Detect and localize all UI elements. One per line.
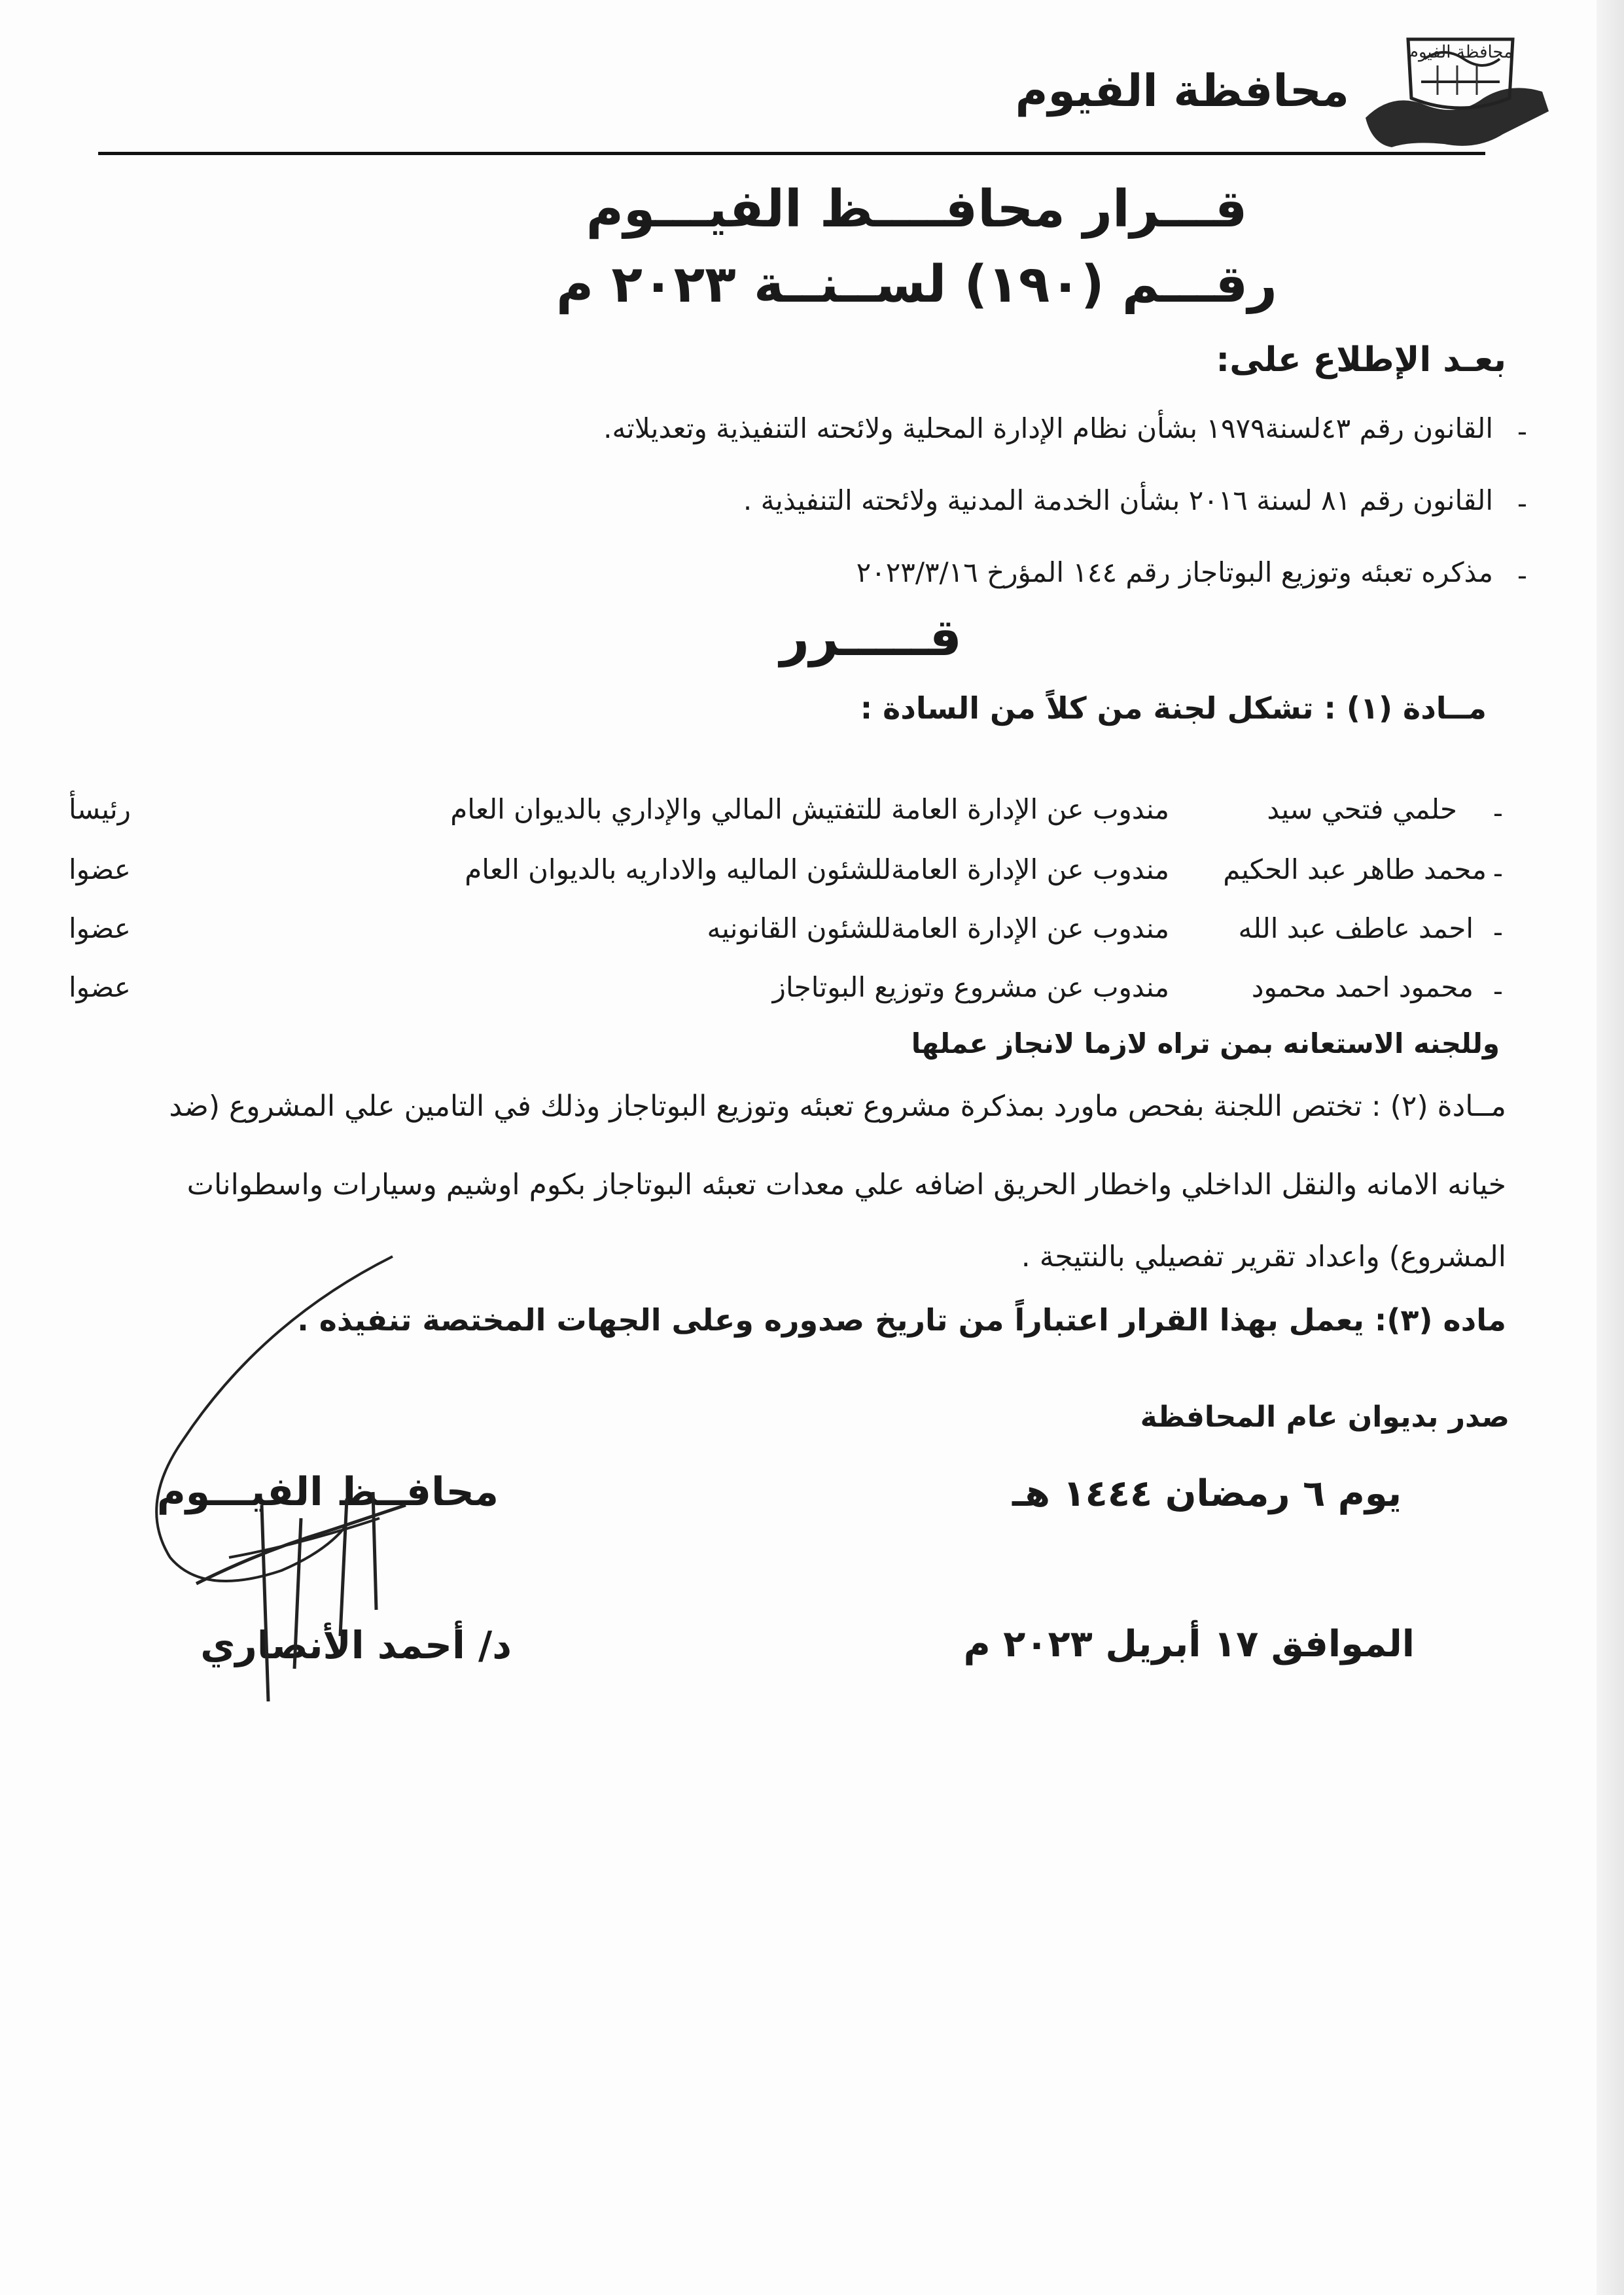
article-2-line: مــادة (٢) : تختص اللجنة بفحص ماورد بمذكرة مشروع تعبئه وتوزيع البوتاجاز وذلك في التامين علي المشروع (ضد	[169, 1090, 1506, 1123]
date-gregorian: الموافق ١٧ أبريل ٢٠٢٣ م	[963, 1623, 1415, 1665]
date-hijri: يوم ٦ رمضان ١٤٤٤ هـ	[1012, 1472, 1402, 1515]
governorate-header-name: محافظة الفيوم	[1015, 65, 1349, 117]
decree-number: رقـــم (١٩٠) لســنــة ٢٠٢٣ م	[556, 255, 1277, 314]
member-name: محمد طاهر عبد الحكيم	[1223, 853, 1487, 885]
member-title: مندوب عن الإدارة العامةللشئون القانونيه	[707, 912, 1169, 944]
list-dash: -	[1517, 488, 1527, 520]
member-role: رئيسأ	[69, 793, 131, 825]
list-dash: -	[1492, 857, 1503, 889]
governorate-logo-icon	[1346, 20, 1562, 157]
scan-edge	[1597, 0, 1624, 2295]
decided-heading: قـــــرر	[780, 609, 962, 667]
article-3: ماده (٣): يعمل بهذا القرار اعتباراً من تاريخ صدوره وعلى الجهات المختصة تنفيذه .	[297, 1302, 1506, 1338]
governor-title: محافــظ الفيـــوم	[156, 1469, 499, 1515]
reference-item: القانون رقم ٨١ لسنة ٢٠١٦ بشأن الخدمة المدنية ولائحته التنفيذية .	[743, 484, 1493, 516]
article-1: مــادة (١) : تشكل لجنة من كلاً من السادة :	[860, 690, 1487, 726]
article-2-line: خيانه الامانه والنقل الداخلي واخطار الحريق اضافه علي معدات تعبئه البوتاجاز بكوم اوشيم وسيارات واسطوانات	[186, 1168, 1506, 1201]
list-dash: -	[1492, 797, 1503, 829]
member-role: عضوا	[69, 912, 131, 944]
header-divider	[98, 152, 1485, 155]
article-2-line: المشروع) واعداد تقرير تفصيلي بالنتيجة .	[1021, 1240, 1506, 1273]
member-title: مندوب عن مشروع وتوزيع البوتاجاز	[772, 971, 1169, 1003]
governor-name: د/ أحمد الأنصاري	[200, 1623, 512, 1667]
member-title: مندوب عن الإدارة العامةللشئون الماليه والاداريه بالديوان العام	[465, 853, 1169, 885]
list-dash: -	[1517, 416, 1527, 448]
issued-at: صدر بديوان عام المحافظة	[1140, 1400, 1509, 1434]
member-name: محمود احمد محمود	[1251, 971, 1474, 1003]
list-dash: -	[1492, 916, 1503, 948]
list-dash: -	[1517, 560, 1527, 592]
member-name: احمد عاطف عبد الله	[1238, 912, 1474, 944]
member-role: عضوا	[69, 853, 131, 885]
reference-item: مذكره تعبئه وتوزيع البوتاجاز رقم ١٤٤ المؤرخ ٢٠٢٣/٣/١٦	[856, 556, 1493, 588]
signature-icon	[131, 1243, 537, 1701]
assistance-note: وللجنه الاستعانه بمن تراه لازما لانجاز عملها	[911, 1027, 1500, 1059]
reference-item: القانون رقم ٤٣لسنة١٩٧٩ بشأن نظام الإدارة المحلية ولائحته التنفيذية وتعديلاته.	[603, 412, 1493, 444]
member-name: حلمي فتحي سيد	[1267, 793, 1457, 825]
member-title: مندوب عن الإدارة العامة للتفتيش المالي والإداري بالديوان العام	[450, 793, 1169, 825]
svg-text:محافظة الفيوم: محافظة الفيوم	[1407, 43, 1513, 62]
decree-title: قـــرار محافــــظ الفيـــوم	[586, 180, 1248, 239]
after-reviewing-label: بعـد الإطلاع على:	[1216, 340, 1506, 380]
list-dash: -	[1492, 975, 1503, 1007]
member-role: عضوا	[69, 971, 131, 1003]
